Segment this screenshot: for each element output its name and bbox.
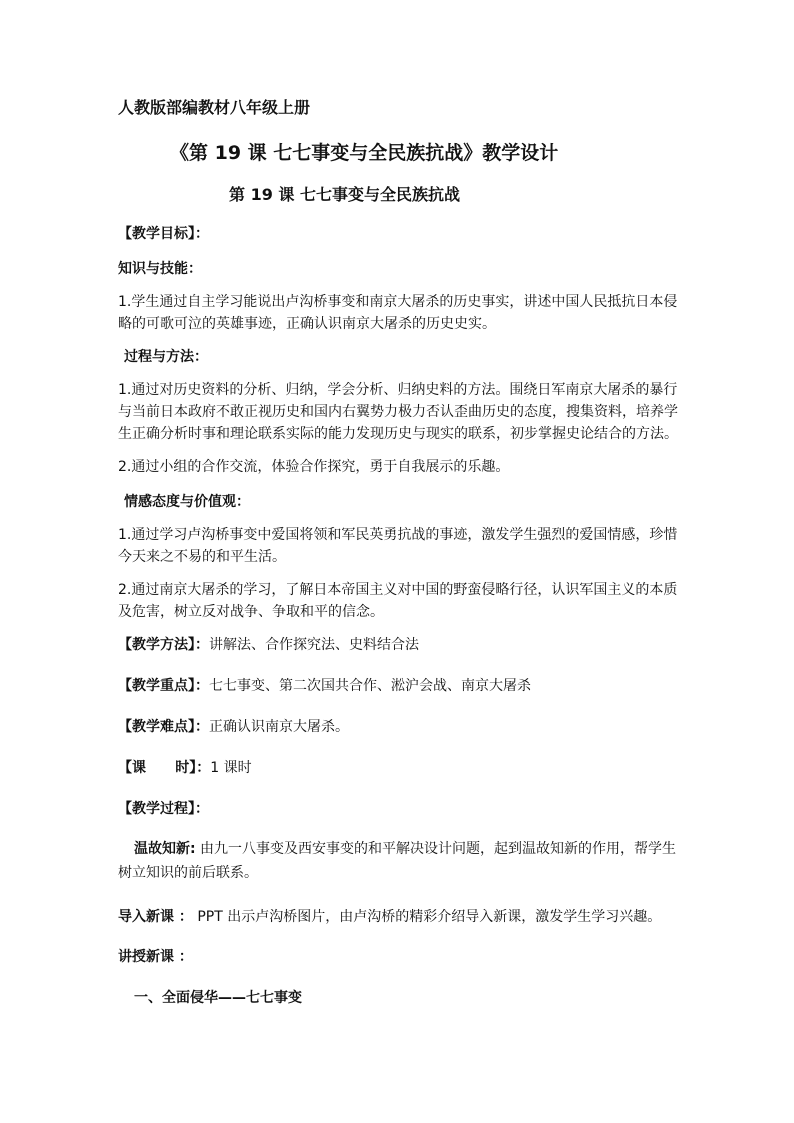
key-row	[118, 675, 678, 697]
intro-row	[118, 906, 678, 928]
process-paragraph-1: 1.通过对历史资料的分析、归纳，学会分析、归纳史料的方法。围绕日军南京大屠杀的暴行与当前日本政府不敢正视历史和国内右翼势力极力否认歪曲历史的态度，搜集资料，培养学生正确分析时事和理论联系实际的能力发现历史与现实的联系，初步掌握史论结合的方法。	[118, 382, 678, 442]
book-label: 人教版部编教材八年级上册	[118, 98, 311, 117]
method-label: 【教学方法】：	[118, 637, 209, 653]
hours-row	[118, 757, 678, 779]
knowledge-heading: 知识与技能：	[118, 261, 202, 277]
lecture-label: 讲授新课 ：	[118, 949, 193, 965]
intro-label: 导入新课 ：	[118, 909, 193, 925]
process-label: 【教学过程】：	[118, 801, 209, 817]
hours-label: 【课 时】：	[118, 760, 211, 776]
process-paragraph-2: 2.通过小组的合作交流，体验合作探究，勇于自我展示的乐趣。	[118, 459, 510, 475]
difficult-text: 正确认识南京大屠杀。	[209, 719, 349, 735]
section-1-heading: 一、全面侵华——七七事变	[134, 990, 302, 1006]
emotion-paragraph-2: 2.通过南京大屠杀的学习，了解日本帝国主义对中国的野蛮侵略行径，认识军国主义的本质及危害，树立反对战争、争取和平的信念。	[118, 582, 678, 620]
hours-text: 1 课时	[210, 760, 252, 776]
emotion-heading: 情感态度与价值观：	[124, 494, 250, 510]
review-paragraph	[118, 837, 678, 885]
intro-text: PPT 出示卢沟桥图片，由卢沟桥的精彩介绍导入新课，激发学生学习兴趣。	[197, 909, 662, 925]
review-text: 由九一八事变及西安事变的和平解决设计问题，起到温故知新的作用，帮学生树立知识的前后联系。	[118, 841, 677, 881]
goals-heading: 【教学目标】：	[118, 226, 209, 242]
review-label: 温故知新:	[134, 841, 196, 857]
method-row	[118, 634, 678, 656]
difficult-row	[118, 716, 678, 738]
knowledge-paragraph-1: 1.学生通过自主学习能说出卢沟桥事变和南京大屠杀的历史事实，讲述中国人民抵抗日本侵略的可歌可泣的英雄事迹，正确认识南京大屠杀的历史史实。	[118, 294, 678, 332]
difficult-label: 【教学难点】：	[118, 719, 209, 735]
document-title: 《第 19 课 七七事变与全民族抗战》教学设计	[170, 142, 559, 164]
emotion-paragraph-1: 1.通过学习卢沟桥事变中爱国将领和军民英勇抗战的事迹，激发学生强烈的爱国情感，珍惜今天来之不易的和平生活。	[118, 527, 678, 565]
key-text: 七七事变、第二次国共合作、淞沪会战、南京大屠杀	[209, 678, 531, 694]
method-text: 讲解法、合作探究法、史料结合法	[209, 637, 419, 653]
key-label: 【教学重点】：	[118, 678, 209, 694]
process-heading: 过程与方法：	[124, 349, 208, 365]
lesson-subtitle: 第 19 课 七七事变与全民族抗战	[229, 185, 460, 204]
